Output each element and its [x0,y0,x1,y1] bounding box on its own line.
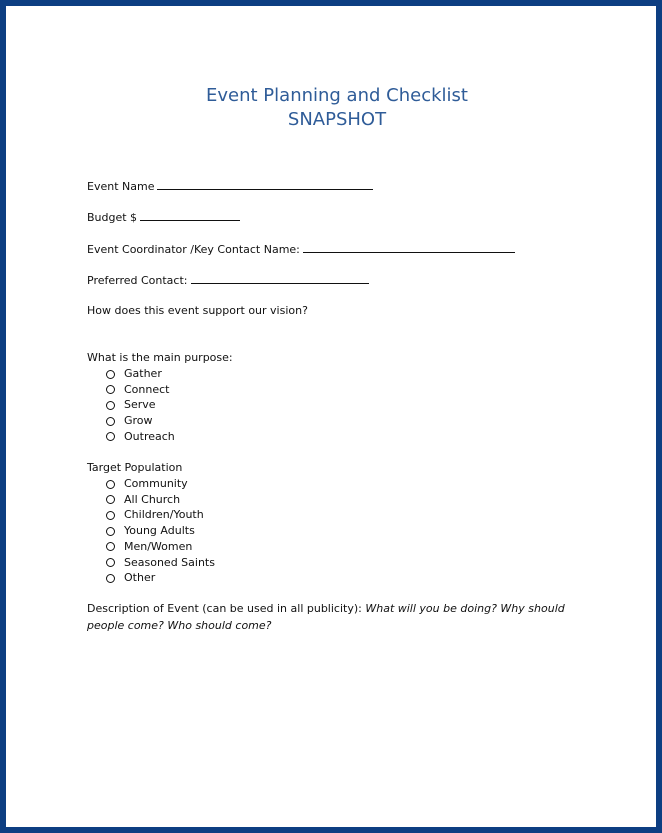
description-block [87,600,567,634]
population-option-label: Young Adults [124,524,195,538]
description-label: Description of Event (can be used in all publicity): [87,602,362,615]
population-option-label: Children/Youth [124,508,204,522]
radio-circle-icon[interactable] [106,511,115,520]
population-option[interactable] [106,493,180,507]
purpose-option-label: Serve [124,398,156,412]
radio-circle-icon[interactable] [106,417,115,426]
radio-circle-icon[interactable] [106,432,115,441]
population-option-label: Men/Women [124,539,193,553]
radio-circle-icon[interactable] [106,480,115,489]
purpose-option-label: Outreach [124,429,175,443]
radio-circle-icon[interactable] [106,527,115,536]
purpose-label: What is the main purpose: [87,351,233,364]
page-subtitle: SNAPSHOT [287,109,387,130]
purpose-option[interactable] [106,367,162,381]
purpose-option[interactable] [106,430,175,444]
radio-circle-icon[interactable] [106,401,115,410]
event-name-blank[interactable] [157,179,373,190]
event-name-field [87,179,373,194]
population-option[interactable] [106,540,192,554]
preferred-contact-field [87,273,369,288]
radio-circle-icon[interactable] [106,574,115,583]
vision-question: How does this event support our vision? [87,304,308,317]
preferred-contact-label: Preferred Contact: [87,274,188,287]
population-option-label: Community [124,477,188,490]
population-option[interactable] [106,556,215,570]
population-option-label: All Church [124,492,181,506]
event-name-label: Event Name [87,180,155,193]
population-option[interactable] [106,508,204,522]
radio-circle-icon[interactable] [106,495,115,504]
purpose-option-label: Connect [124,382,170,396]
budget-blank[interactable] [140,210,240,221]
page-title: Event Planning and Checklist [206,85,468,106]
description-prompt: What will you be doing? Why should people come? Who should come? [87,602,565,632]
purpose-option[interactable] [106,414,153,428]
radio-circle-icon[interactable] [106,542,115,551]
population-option[interactable] [106,524,195,538]
population-option-label: Seasoned Saints [124,555,215,569]
radio-circle-icon[interactable] [106,370,115,379]
population-option[interactable] [106,477,188,491]
budget-field [87,210,240,225]
purpose-option-label: Gather [124,367,162,380]
purpose-option[interactable] [106,398,156,412]
coordinator-label: Event Coordinator /Key Contact Name: [87,243,300,256]
purpose-option[interactable] [106,383,169,397]
preferred-contact-blank[interactable] [191,273,369,284]
radio-circle-icon[interactable] [106,385,115,394]
title-block [6,84,662,132]
population-label: Target Population [87,461,183,474]
coordinator-field [87,242,515,257]
radio-circle-icon[interactable] [106,558,115,567]
budget-label: Budget $ [87,211,138,224]
population-option[interactable] [106,571,155,585]
coordinator-blank[interactable] [303,242,515,253]
purpose-option-label: Grow [124,414,153,428]
population-option-label: Other [124,571,156,585]
